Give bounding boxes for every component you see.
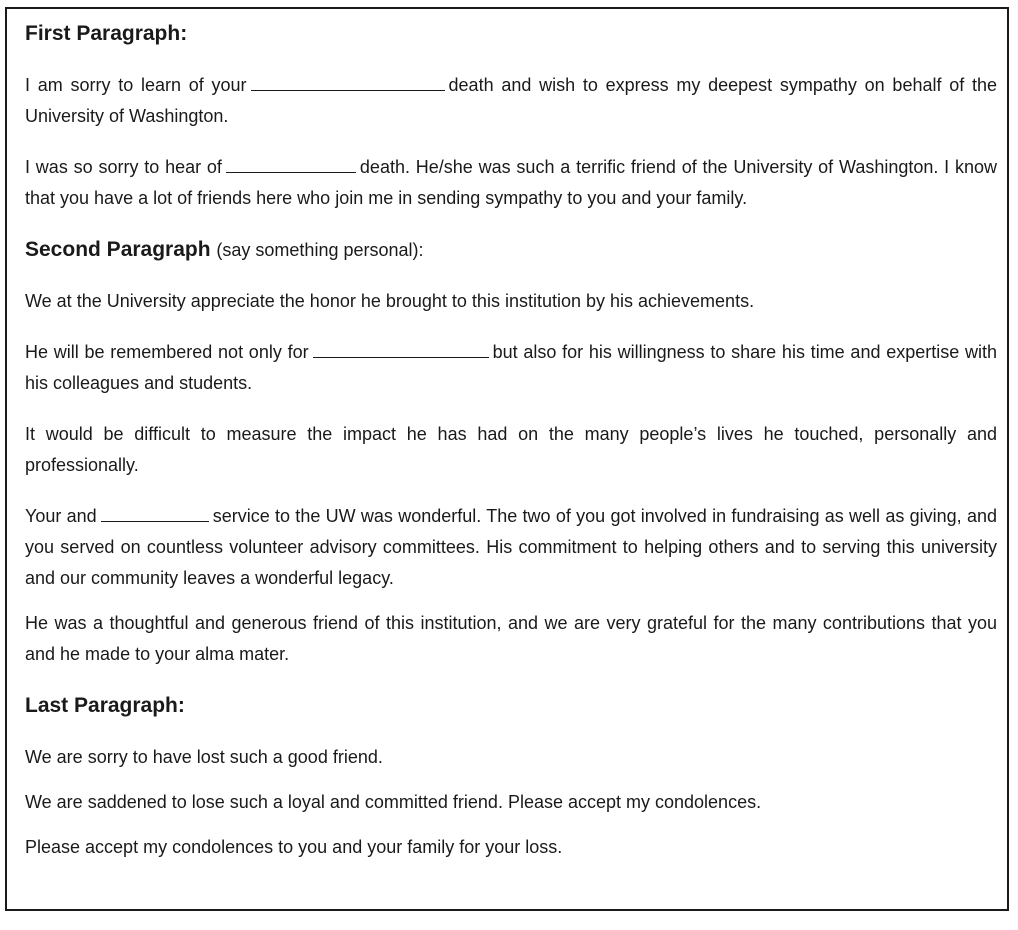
fill-in-blank	[313, 339, 489, 358]
paragraph-second-4: Your and service to the UW was wonderful. The two of you got involved in fundraising as well as giving, and you served on countless volunteer advisory committees. His commitment to helping others and to serving this university and our community leaves a wonderful legacy.	[25, 501, 997, 594]
paragraph-first-1: I am sorry to learn of your death and wish to express my deepest sympathy on behalf of the University of Washington.	[25, 70, 997, 132]
fill-in-blank	[226, 154, 356, 173]
section-heading-last: Last Paragraph:	[25, 694, 185, 717]
document-frame	[5, 7, 1009, 911]
paragraph-second-1: We at the University appreciate the honor he brought to this institution by his achievements.	[25, 291, 755, 311]
section-heading-note: (say something personal):	[216, 240, 424, 260]
fill-in-blank	[251, 72, 445, 91]
paragraph-last-1: We are sorry to have lost such a good friend.	[25, 747, 383, 767]
paragraph-second-3: It would be difficult to measure the impact he has had on the many people’s lives he touched, personally and professionally.	[25, 424, 997, 475]
paragraph-last-2: We are saddened to lose such a loyal and committed friend. Please accept my condolences.	[25, 792, 762, 812]
paragraph-first-2: I was so sorry to hear of death. He/she was such a terrific friend of the University of Washington. I know that you have a lot of friends here who join me in sending sympathy to you and your family.	[25, 152, 997, 214]
fill-in-blank	[101, 503, 209, 522]
section-heading-second: Second Paragraph (say something personal):	[25, 238, 424, 261]
document-content	[25, 19, 997, 863]
paragraph-second-2: He will be remembered not only for but also for his willingness to share his time and expertise with his colleagues and students.	[25, 337, 997, 399]
paragraph-last-3: Please accept my condolences to you and your family for your loss.	[25, 837, 563, 857]
section-heading-first: First Paragraph:	[25, 22, 188, 45]
paragraph-second-5: He was a thoughtful and generous friend of this institution, and we are very grateful for the many contributions that you and he made to your alma mater.	[25, 613, 997, 664]
